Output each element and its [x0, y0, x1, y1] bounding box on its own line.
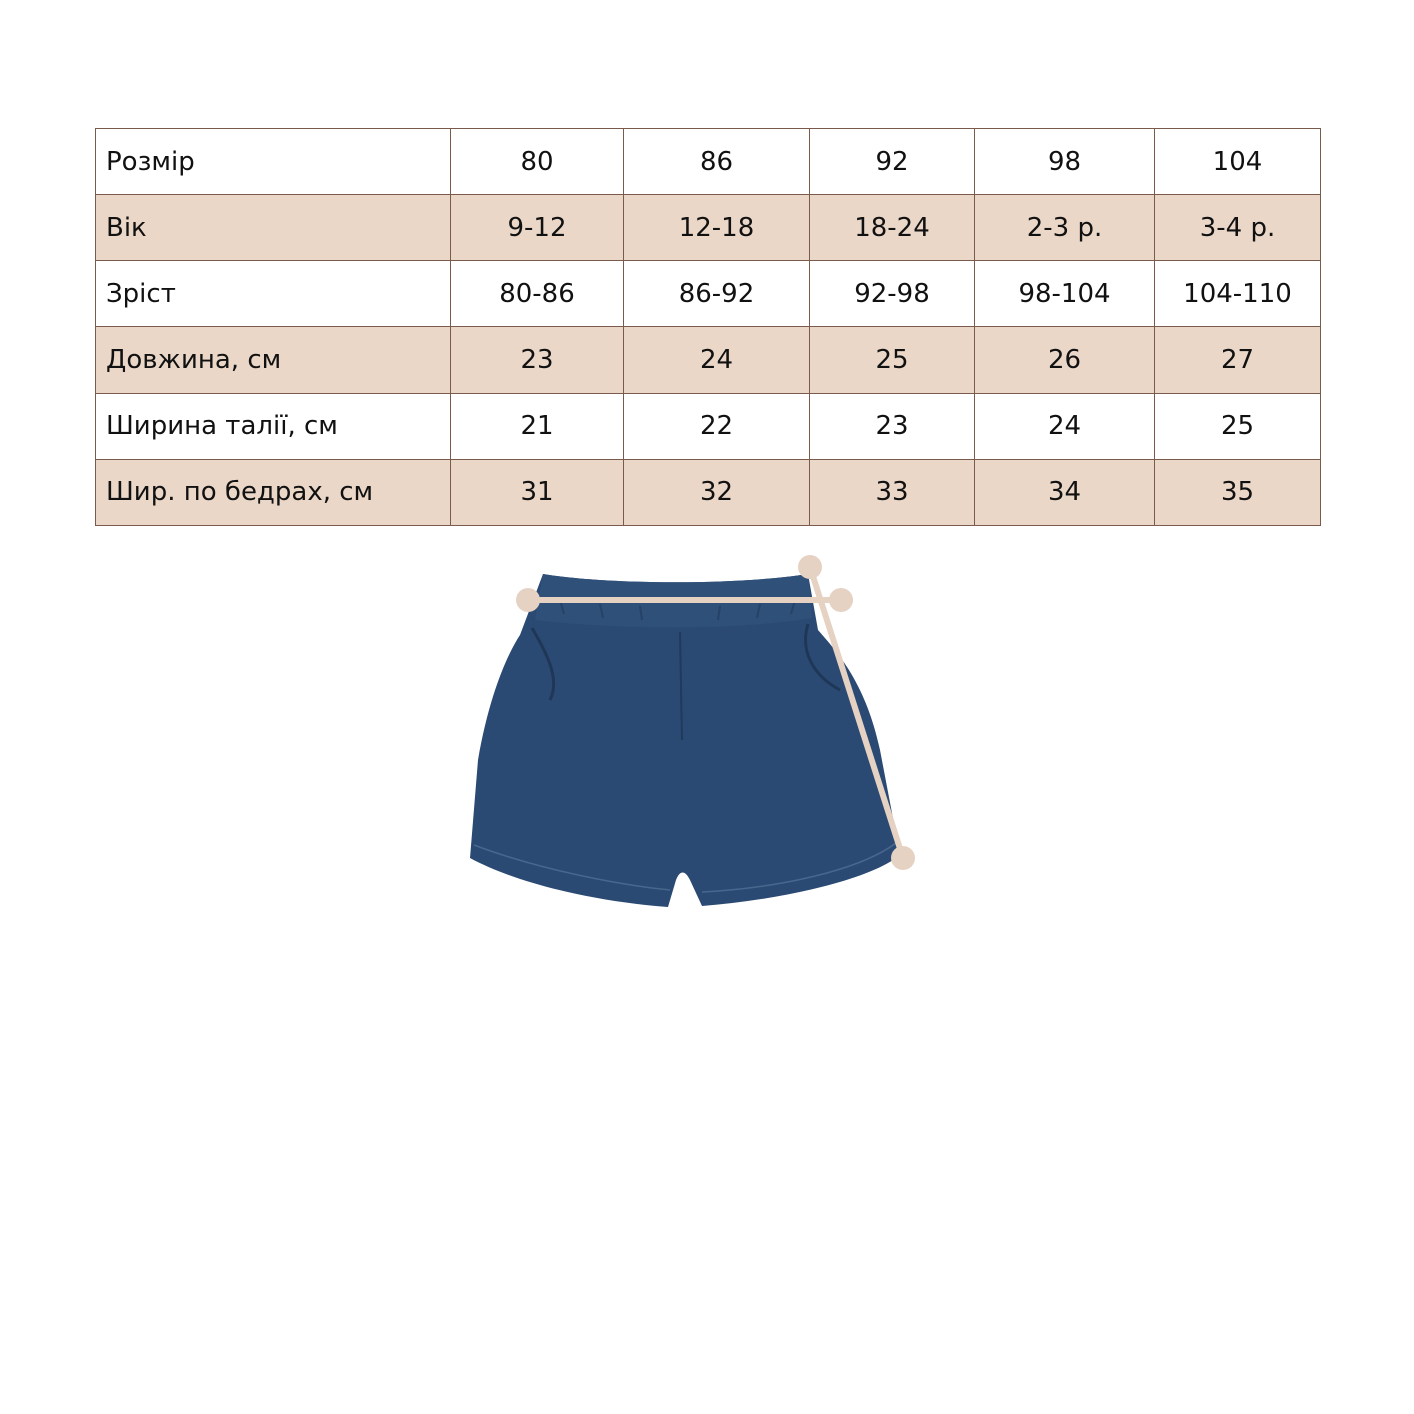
size-chart-table: [95, 128, 1321, 526]
waist-cell: 24: [975, 393, 1155, 459]
size-cell: 92: [810, 129, 975, 195]
denim-shorts-icon: [460, 550, 930, 920]
age-cell: 3-4 р.: [1155, 195, 1321, 261]
size-cell: 98: [975, 129, 1155, 195]
age-cell: 2-3 р.: [975, 195, 1155, 261]
size-row: [96, 129, 1321, 195]
hip-cell: 34: [975, 459, 1155, 525]
waist-cell: 23: [810, 393, 975, 459]
length-row: [96, 327, 1321, 393]
hip-cell: 35: [1155, 459, 1321, 525]
age-cell: 12-18: [624, 195, 810, 261]
hip-cell: 32: [624, 459, 810, 525]
age-cell: 9-12: [451, 195, 624, 261]
height-row: [96, 261, 1321, 327]
height-cell: 98-104: [975, 261, 1155, 327]
height-cell: 86-92: [624, 261, 810, 327]
length-cell: 27: [1155, 327, 1321, 393]
waist-width-row: [96, 393, 1321, 459]
row-label: Шир. по бедрах, см: [96, 459, 451, 525]
height-cell: 104-110: [1155, 261, 1321, 327]
height-cell: 80-86: [451, 261, 624, 327]
hip-cell: 33: [810, 459, 975, 525]
row-label: Ширина талії, см: [96, 393, 451, 459]
length-cell: 23: [451, 327, 624, 393]
size-cell: 80: [451, 129, 624, 195]
length-cell: 25: [810, 327, 975, 393]
length-cell: 26: [975, 327, 1155, 393]
waist-cell: 21: [451, 393, 624, 459]
row-label: Зріст: [96, 261, 451, 327]
row-label: Довжина, см: [96, 327, 451, 393]
row-label: Розмір: [96, 129, 451, 195]
length-cell: 24: [624, 327, 810, 393]
hip-cell: 31: [451, 459, 624, 525]
age-cell: 18-24: [810, 195, 975, 261]
hip-width-row: [96, 459, 1321, 525]
size-cell: 86: [624, 129, 810, 195]
waist-cell: 22: [624, 393, 810, 459]
age-row: [96, 195, 1321, 261]
size-cell: 104: [1155, 129, 1321, 195]
height-cell: 92-98: [810, 261, 975, 327]
waist-cell: 25: [1155, 393, 1321, 459]
row-label: Вік: [96, 195, 451, 261]
